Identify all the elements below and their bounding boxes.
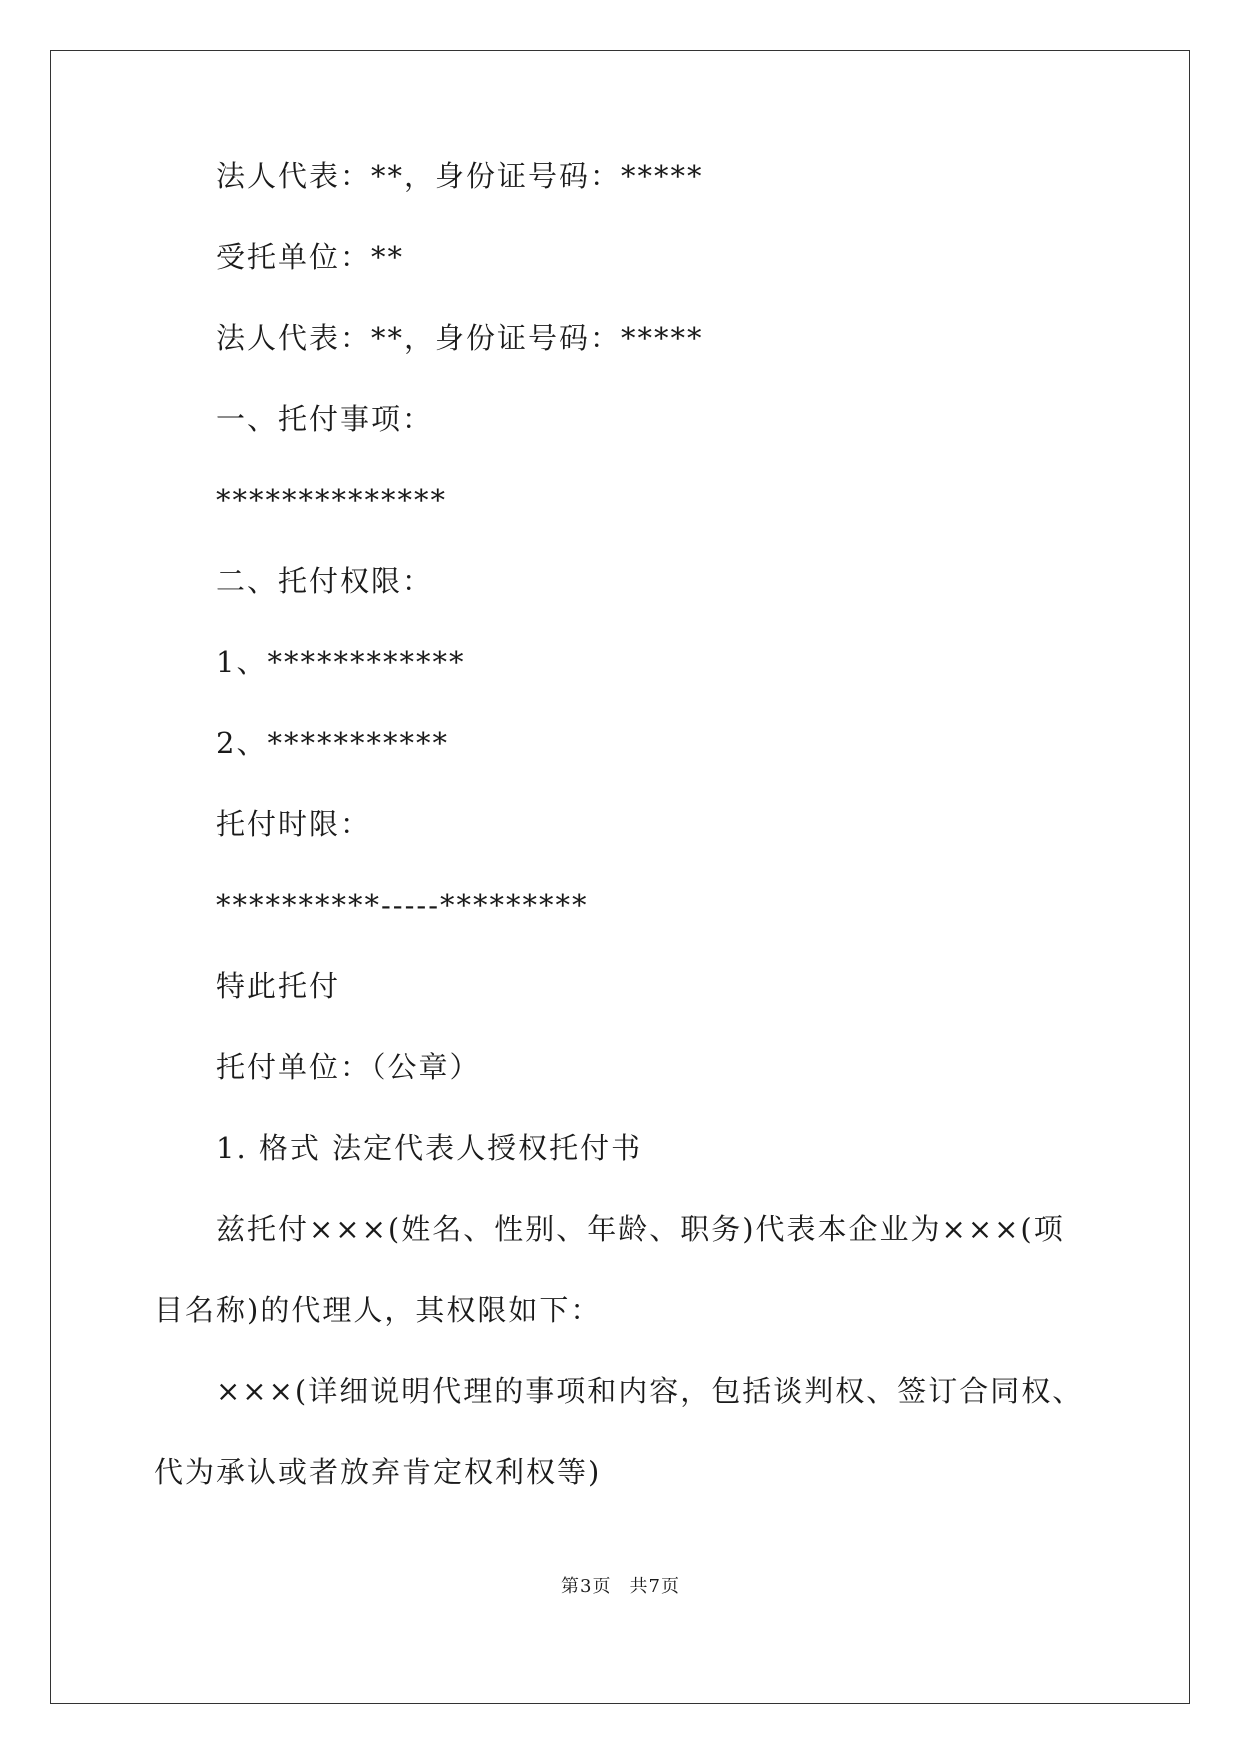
body-paragraph-2-line-2: 代为承认或者放弃肯定权利权等)	[154, 1455, 602, 1489]
legal-rep-line-1: 法人代表：**，身份证号码：*****	[216, 159, 704, 193]
body-paragraph-1-line-2: 目名称)的代理人，其权限如下：	[154, 1293, 602, 1327]
time-limit-content: **********-----*********	[216, 888, 589, 922]
section-heading-authority: 二、托付权限：	[216, 564, 434, 598]
page-number: 第3页	[561, 1576, 612, 1597]
authority-item-2: 2、***********	[216, 726, 449, 760]
body-paragraph-2-line-1: ×××(详细说明代理的事项和内容，包括谈判权、签订合同权、	[216, 1374, 1084, 1408]
legal-rep-line-2: 法人代表：**，身份证号码：*****	[216, 321, 704, 355]
trustee-unit-line: 受托单位：**	[216, 240, 405, 274]
closing-phrase: 特此托付	[216, 969, 341, 1003]
body-paragraph-1-line-1: 兹托付×××(姓名、性别、年龄、职务)代表本企业为×××(项	[216, 1212, 1065, 1246]
page-footer	[0, 1575, 1241, 1599]
entrusting-unit-seal: 托付单位：（公章）	[216, 1050, 481, 1084]
time-limit-heading: 托付时限：	[216, 807, 372, 841]
format-heading: 1. 格式 法定代表人授权托付书	[216, 1131, 643, 1165]
matters-content: **************	[216, 483, 447, 517]
page-total: 共7页	[629, 1576, 680, 1597]
section-heading-matters: 一、托付事项：	[216, 402, 434, 436]
page-frame	[50, 50, 1190, 1704]
authority-item-1: 1、************	[216, 645, 466, 679]
